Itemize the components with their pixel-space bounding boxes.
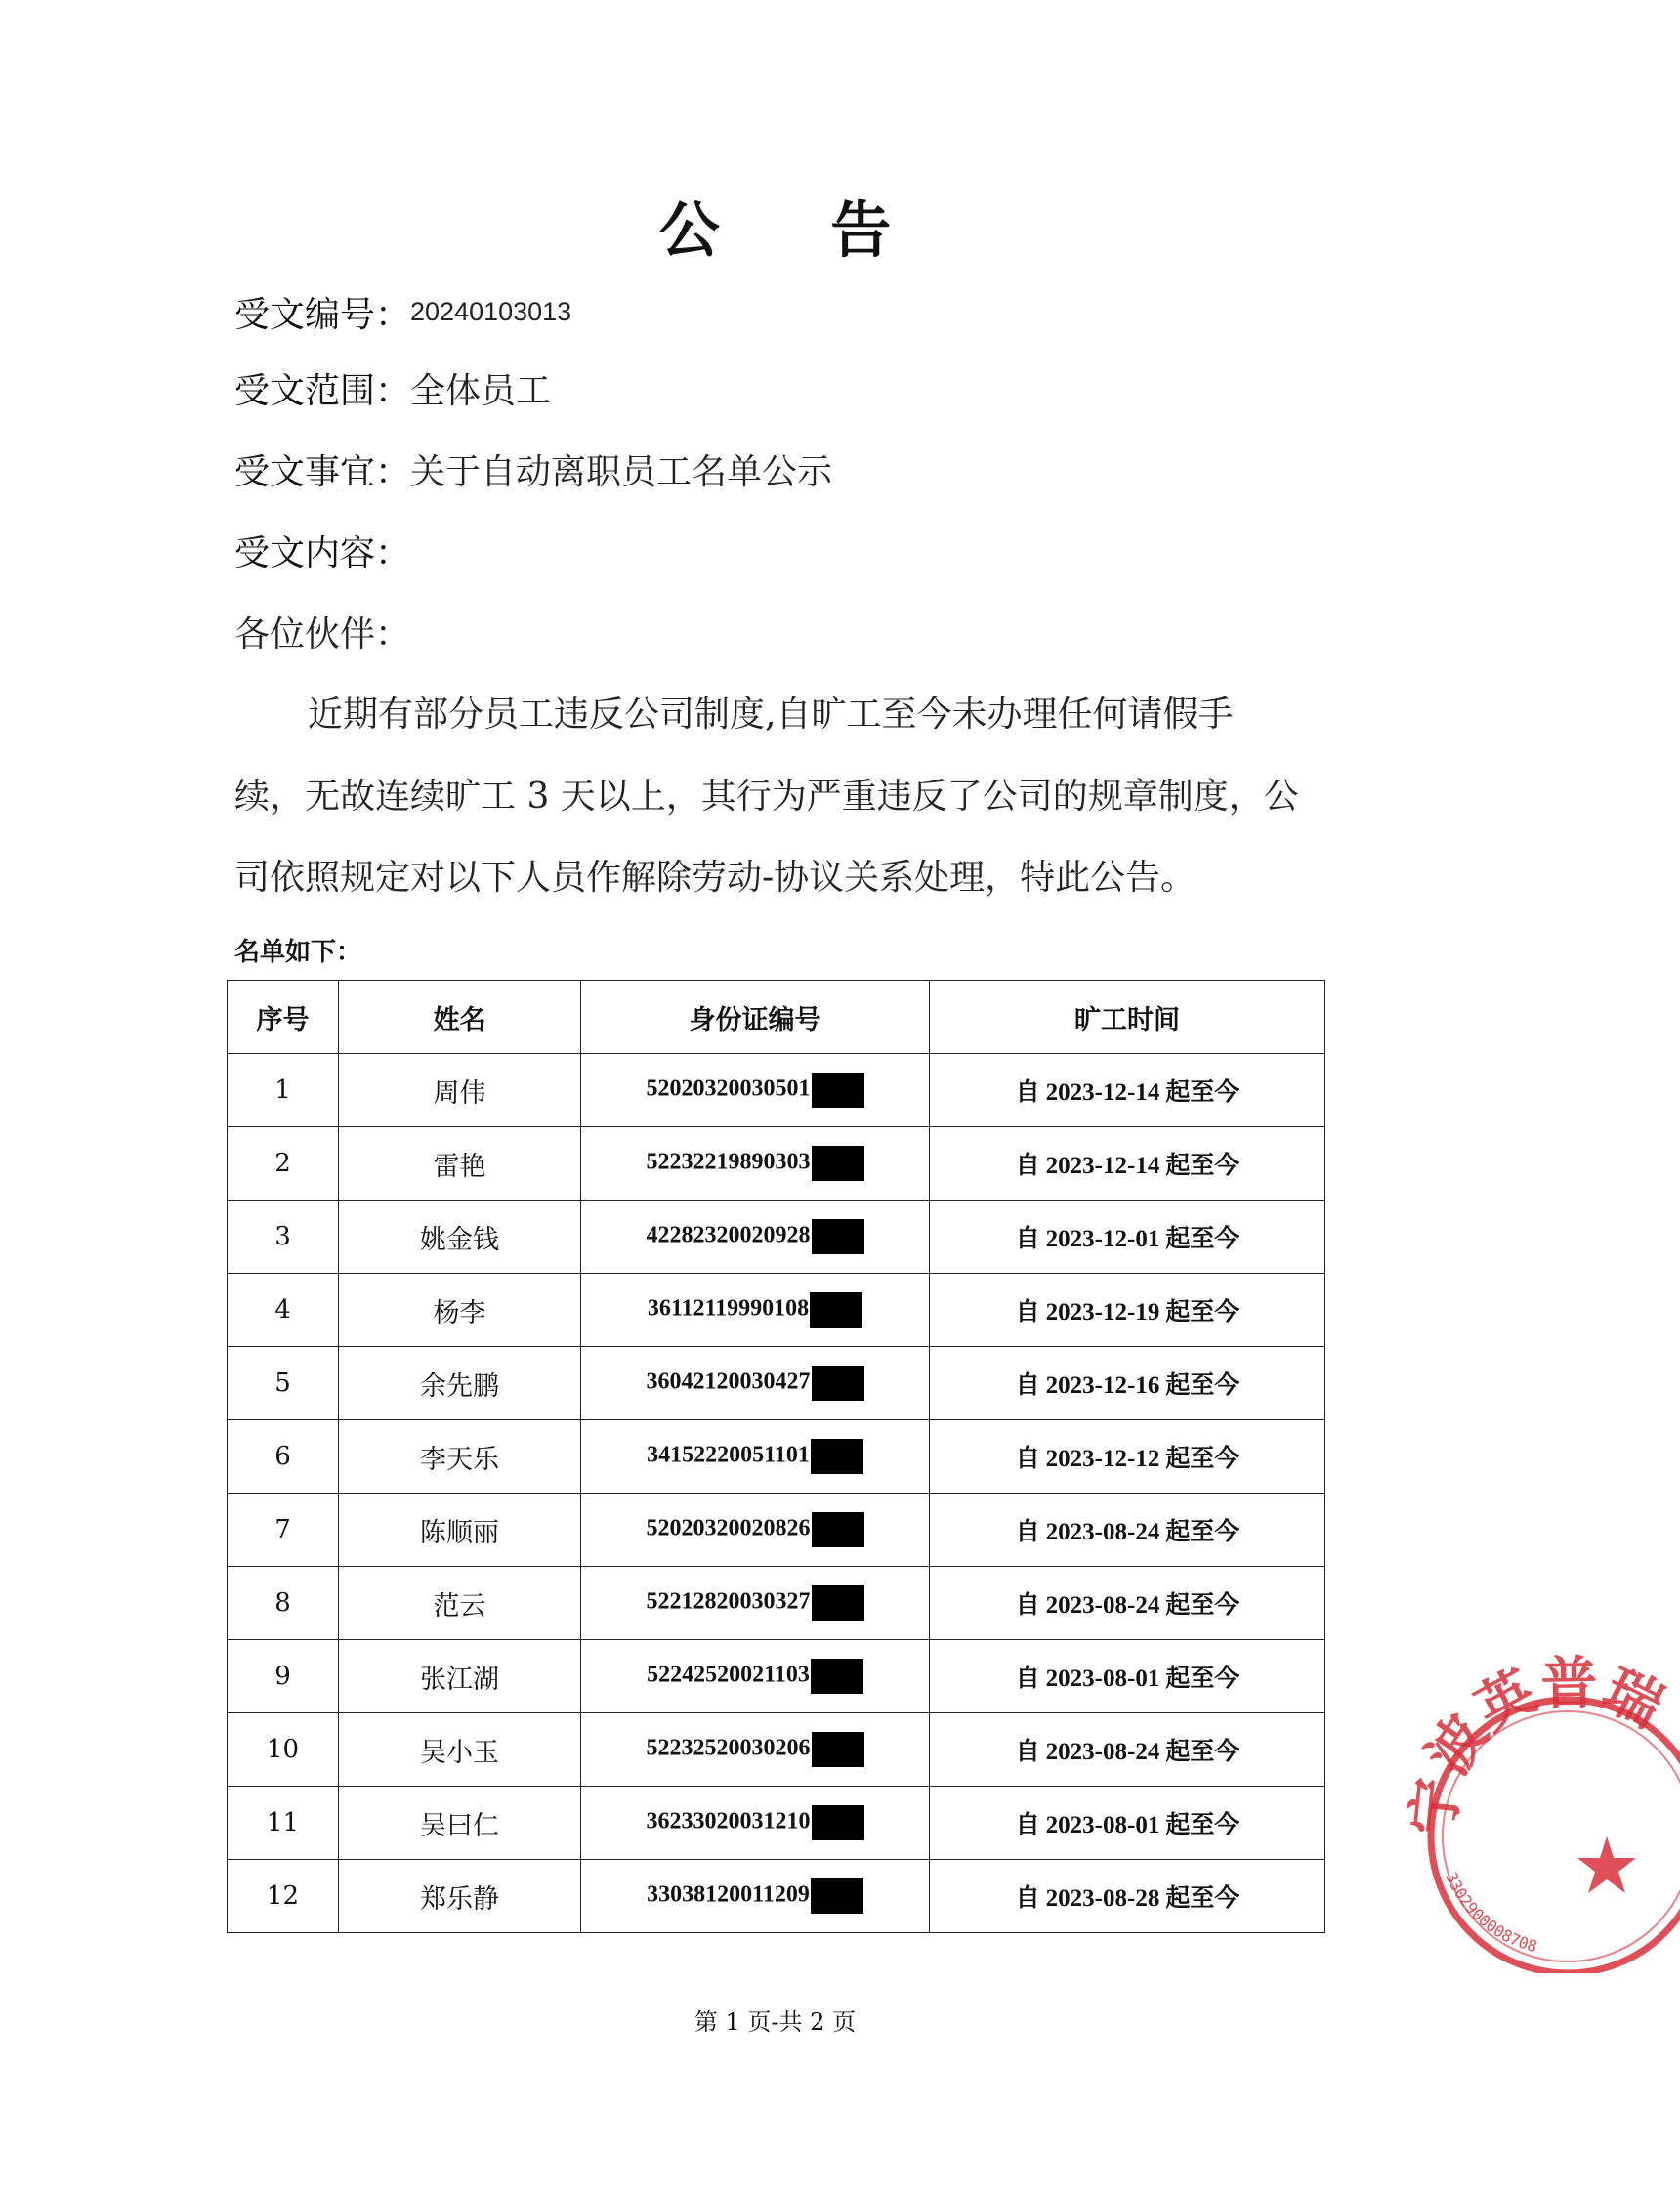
row-name: 雷艳 (339, 1127, 581, 1201)
scope-value: 全体员工 (410, 371, 552, 411)
row-name: 余先鹏 (339, 1347, 581, 1420)
row-id-number: 52212820030327 (646, 1588, 811, 1615)
row-name: 郑乐静 (339, 1860, 581, 1933)
redaction-block (811, 1439, 863, 1474)
redaction-block (812, 1585, 864, 1621)
redaction-block (810, 1292, 862, 1328)
absence-prefix: 自 (1015, 1444, 1040, 1472)
content-field (234, 529, 410, 578)
redaction-block (811, 1878, 863, 1914)
absence-suffix: 起至今 (1165, 1151, 1239, 1179)
absence-date: 2023-08-24 (1045, 1739, 1160, 1765)
row-name: 吴曰仁 (339, 1787, 581, 1860)
redaction-block (812, 1219, 864, 1254)
absence-prefix: 自 (1015, 1224, 1040, 1252)
row-absence-time (930, 1201, 1325, 1274)
row-id-number-cell (581, 1787, 930, 1860)
absence-date: 2023-08-01 (1045, 1812, 1160, 1838)
absence-suffix: 起至今 (1165, 1444, 1239, 1472)
row-id-number-cell (581, 1713, 930, 1787)
row-index: 10 (228, 1713, 339, 1787)
redaction-block (812, 1732, 864, 1767)
absence-date: 2023-12-14 (1045, 1079, 1160, 1106)
row-absence-time (930, 1713, 1325, 1787)
row-id-number: 52020320020826 (646, 1515, 811, 1541)
absence-suffix: 起至今 (1165, 1883, 1239, 1912)
row-index: 9 (228, 1640, 339, 1713)
paragraph-line-2: 续，无故连续旷工 3 天以上，其行为严重违反了公司的规章制度，公 (234, 777, 1299, 817)
absence-date: 2023-12-16 (1045, 1372, 1160, 1399)
row-absence-time (930, 1567, 1325, 1640)
page-footer: 第 1 页-共 2 页 (693, 2008, 857, 2036)
row-absence-time (930, 1420, 1325, 1494)
row-index: 6 (228, 1420, 339, 1494)
row-id-number-cell (581, 1640, 930, 1713)
subject-value: 关于自动离职员工名单公示 (410, 452, 833, 492)
absence-date: 2023-08-01 (1045, 1666, 1160, 1692)
row-id-number: 52242520021103 (647, 1662, 810, 1688)
row-id-number-cell (581, 1860, 930, 1933)
absence-prefix: 自 (1015, 1664, 1040, 1692)
seal-number: 3302900008708 (1442, 1869, 1539, 1957)
row-id-number: 36042120030427 (646, 1369, 811, 1395)
absence-prefix: 自 (1015, 1371, 1040, 1399)
row-name: 周伟 (339, 1054, 581, 1127)
row-absence-time (930, 1347, 1325, 1420)
row-id-number-cell (581, 1054, 930, 1127)
absence-date: 2023-12-19 (1045, 1299, 1160, 1326)
seal-star-icon (1577, 1836, 1636, 1893)
row-id-number: 52232520030206 (646, 1735, 811, 1761)
row-index: 4 (228, 1274, 339, 1347)
row-index: 7 (228, 1494, 339, 1567)
absence-suffix: 起至今 (1165, 1810, 1239, 1838)
header-index: 序号 (228, 981, 339, 1054)
table-row (228, 1787, 1325, 1860)
row-index: 5 (228, 1347, 339, 1420)
absence-suffix: 起至今 (1165, 1224, 1239, 1252)
absence-date: 2023-08-24 (1045, 1519, 1160, 1545)
absence-prefix: 自 (1015, 1883, 1040, 1912)
redaction-block (812, 1512, 864, 1547)
row-absence-time (930, 1787, 1325, 1860)
row-id-number-cell (581, 1567, 930, 1640)
table-row (228, 1054, 1325, 1127)
absence-date: 2023-08-28 (1045, 1885, 1160, 1912)
row-name: 范云 (339, 1567, 581, 1640)
header-absence-time: 旷工时间 (930, 981, 1325, 1054)
content-label: 受文内容： (234, 533, 411, 573)
row-id-number-cell (581, 1274, 930, 1347)
row-absence-time (930, 1860, 1325, 1933)
row-id-number: 52232219890303 (646, 1149, 811, 1175)
table-header-row (228, 981, 1325, 1054)
absence-suffix: 起至今 (1165, 1590, 1239, 1619)
redaction-block (812, 1805, 864, 1840)
redaction-block (812, 1073, 864, 1108)
absence-date: 2023-12-01 (1045, 1226, 1160, 1252)
absence-prefix: 自 (1015, 1297, 1040, 1326)
table-row (228, 1274, 1325, 1347)
seal-text-path: 宁波英普瑞 (1399, 1651, 1674, 1838)
absence-suffix: 起至今 (1165, 1077, 1239, 1106)
page-title: 公 告 (658, 194, 937, 266)
row-id-number: 33038120011209 (647, 1881, 810, 1908)
row-id-number-cell (581, 1420, 930, 1494)
row-id-number: 42282320020928 (646, 1222, 811, 1248)
paragraph-line-3: 司依照规定对以下人员作解除劳动-协议关系处理，特此公告。 (234, 858, 1197, 898)
row-absence-time (930, 1054, 1325, 1127)
absence-prefix: 自 (1015, 1077, 1040, 1106)
table-row (228, 1713, 1325, 1787)
redaction-block (811, 1659, 863, 1694)
row-absence-time (930, 1640, 1325, 1713)
header-id-number: 身份证编号 (581, 981, 930, 1054)
table-row (228, 1860, 1325, 1933)
table-row (228, 1347, 1325, 1420)
row-name: 吴小玉 (339, 1713, 581, 1787)
doc-number-label: 受文编号： (234, 295, 411, 335)
absence-date: 2023-08-24 (1045, 1592, 1160, 1619)
absence-suffix: 起至今 (1165, 1664, 1239, 1692)
row-id-number-cell (581, 1347, 930, 1420)
subject-field (234, 448, 832, 497)
row-id-number-cell (581, 1201, 930, 1274)
table-row (228, 1201, 1325, 1274)
row-id-number: 36233020031210 (646, 1808, 811, 1835)
row-name: 杨李 (339, 1274, 581, 1347)
row-index: 3 (228, 1201, 339, 1274)
table-row (228, 1420, 1325, 1494)
row-name: 李天乐 (339, 1420, 581, 1494)
row-absence-time (930, 1274, 1325, 1347)
subject-label: 受文事宜： (234, 452, 411, 492)
redaction-block (812, 1366, 864, 1401)
row-id-number-cell (581, 1494, 930, 1567)
redaction-block (812, 1146, 864, 1181)
table-row (228, 1127, 1325, 1201)
scope-field (234, 367, 551, 416)
absence-date: 2023-12-14 (1045, 1153, 1160, 1179)
absence-suffix: 起至今 (1165, 1517, 1239, 1545)
employee-table (227, 980, 1325, 1933)
paragraph-line-1: 近期有部分员工违反公司制度,自旷工至今未办理任何请假手 (308, 695, 1234, 735)
absence-prefix: 自 (1015, 1810, 1040, 1838)
row-absence-time (930, 1494, 1325, 1567)
row-index: 12 (228, 1860, 339, 1933)
table-row (228, 1567, 1325, 1640)
row-name: 陈顺丽 (339, 1494, 581, 1567)
company-seal (1387, 1651, 1680, 1973)
doc-number-value: 20240103013 (410, 297, 572, 326)
row-name: 姚金钱 (339, 1201, 581, 1274)
row-id-number: 52020320030501 (646, 1075, 811, 1102)
absence-suffix: 起至今 (1165, 1371, 1239, 1399)
absence-prefix: 自 (1015, 1517, 1040, 1545)
row-id-number: 36112119990108 (647, 1295, 810, 1322)
row-id-number-cell (581, 1127, 930, 1201)
doc-number-field (234, 287, 571, 340)
absence-prefix: 自 (1015, 1590, 1040, 1619)
table-row (228, 1494, 1325, 1567)
row-index: 11 (228, 1787, 339, 1860)
row-index: 1 (228, 1054, 339, 1127)
absence-prefix: 自 (1015, 1737, 1040, 1765)
seal-text (1400, 1651, 1673, 1837)
row-name: 张江湖 (339, 1640, 581, 1713)
row-index: 8 (228, 1567, 339, 1640)
greeting: 各位伙伴： (234, 614, 411, 654)
header-name: 姓名 (339, 981, 581, 1054)
absence-date: 2023-12-12 (1045, 1446, 1160, 1472)
absence-prefix: 自 (1015, 1151, 1040, 1179)
table-row (228, 1640, 1325, 1713)
row-id-number: 34152220051101 (647, 1442, 810, 1468)
absence-suffix: 起至今 (1165, 1297, 1239, 1326)
scope-label: 受文范围： (234, 371, 411, 411)
row-absence-time (930, 1127, 1325, 1201)
absence-suffix: 起至今 (1165, 1737, 1239, 1765)
list-label: 名单如下： (234, 938, 362, 967)
row-index: 2 (228, 1127, 339, 1201)
